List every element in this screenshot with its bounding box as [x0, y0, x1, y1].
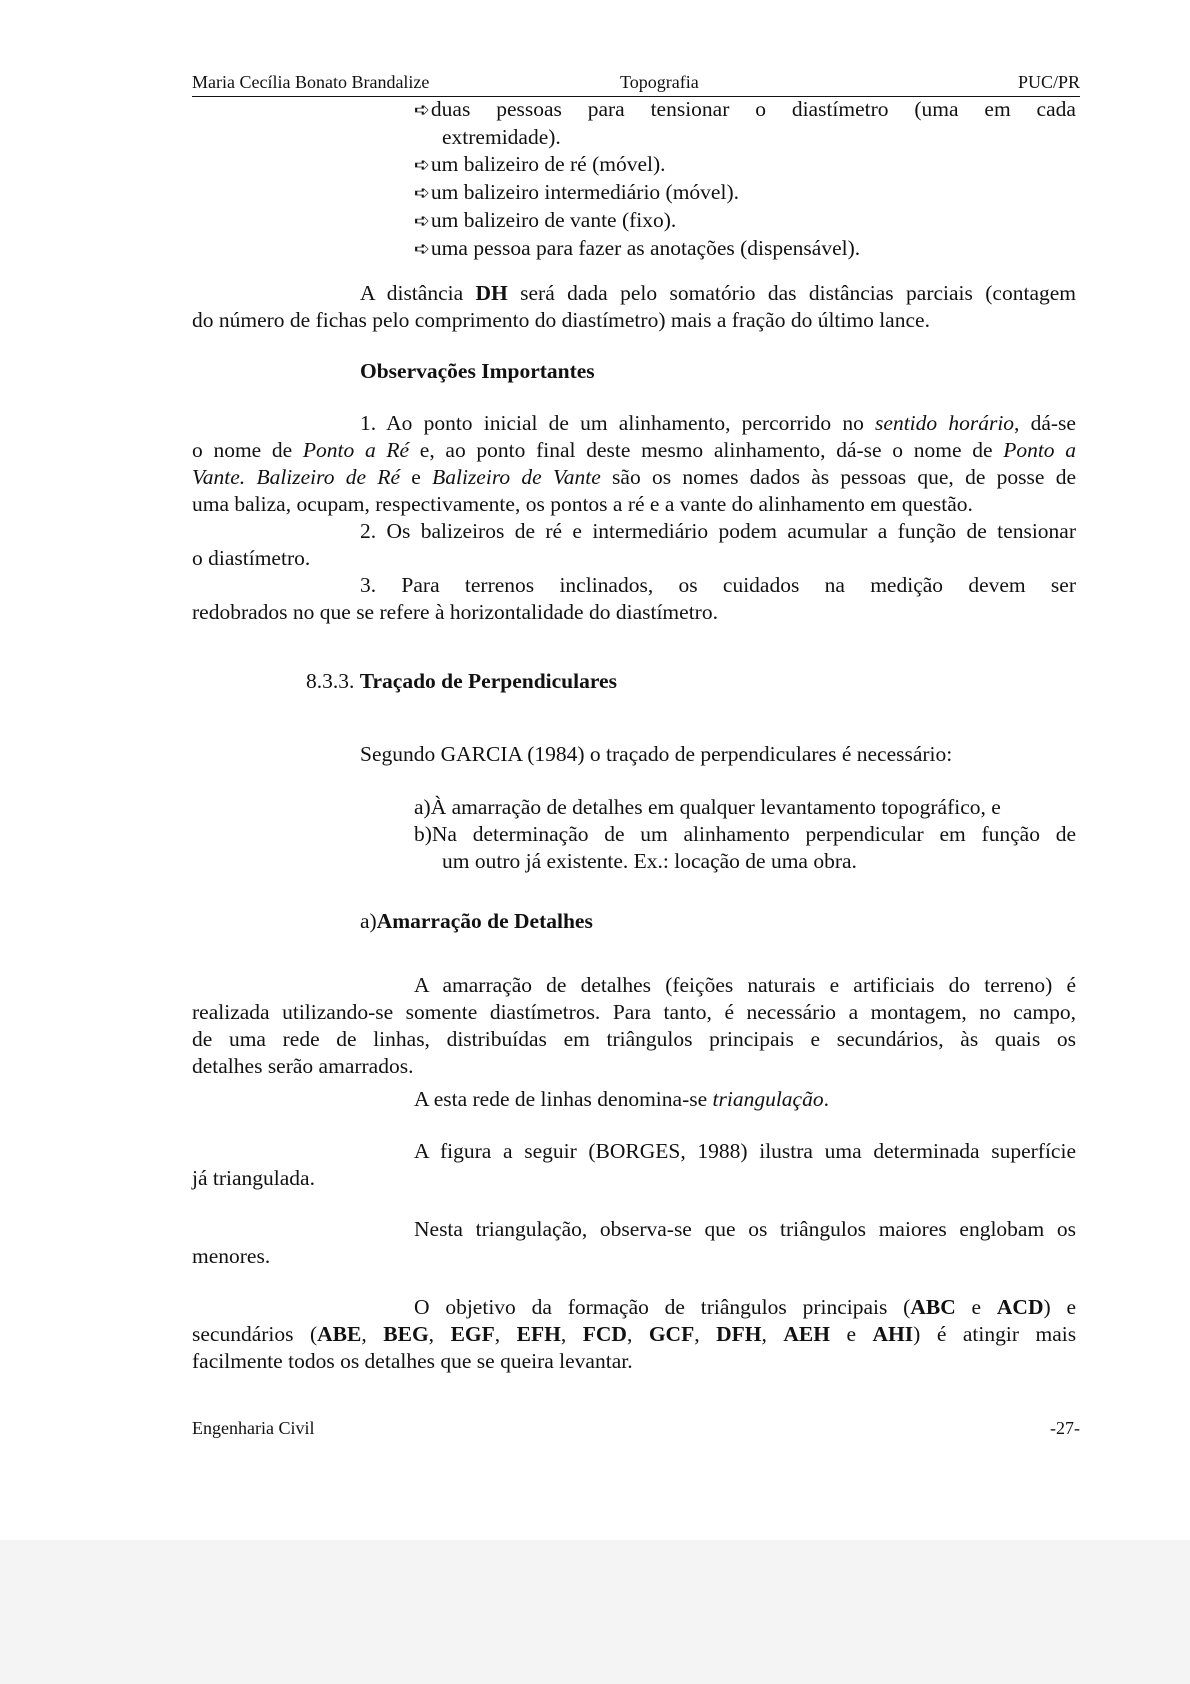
section-heading: 8.3.3. Traçado de Perpendiculares [306, 669, 617, 693]
page-header [192, 70, 1080, 97]
subsection-heading: a)Amarração de Detalhes [360, 909, 593, 933]
header-institution: PUC/PR [1017, 72, 1080, 92]
page-number: -27- [1050, 1418, 1080, 1438]
arrow-icon: ➪ [414, 239, 430, 260]
section-items [192, 794, 1076, 875]
header-subject: Topografia [620, 72, 699, 92]
section-intro: Segundo GARCIA (1984) o traçado de perpendiculares é necessário: [360, 742, 953, 766]
header-author: Maria Cecília Bonato Brandalize [192, 72, 430, 92]
paragraph-objetivo: O objetivo da formação de triângulos principais (ABC e ACD) e secundários (ABE, BEG, EGF, EFH, FCD, GCF, DFH, AEH e AHI) é atingir mais facilmente todos os detalhes que se queira levantar. [192, 1295, 1077, 1373]
paragraph-dh: A distância DH será dada pelo somatório das distâncias parciais (contagem do número de fichas pelo comprimento do diastímetro) mais a fração do último lance. [192, 281, 1076, 332]
list-item-continuation: um outro já existente. Ex.: locação de uma obra. [442, 849, 857, 873]
footer-course: Engenharia Civil [192, 1418, 315, 1438]
team-list [414, 96, 1076, 263]
arrow-icon: ➪ [414, 155, 430, 176]
paragraph-triangulacao: A esta rede de linhas denomina-se triangulação. [414, 1087, 829, 1111]
list-item: a)À amarração de detalhes em qualquer levantamento topográfico, e [414, 795, 1001, 819]
arrow-icon: ➪ [414, 183, 430, 204]
list-item: ➪uma pessoa para fazer as anotações (dispensável). [414, 236, 861, 260]
observations-title: Observações Importantes [360, 359, 595, 383]
paragraph-amarracao: A amarração de detalhes (feições naturais e artificiais do terreno) é realizada utilizando-se somente diastímetros. Para tanto, é necessário a montagem, no campo, de uma rede de linhas, distribuídas em triângulos principais e secundários, às quais os detalhes serão amarrados. [192, 973, 1076, 1078]
list-item: ➪duas pessoas para tensionar o diastímetro (uma em cada [414, 97, 1076, 121]
list-item: ➪um balizeiro intermediário (móvel). [414, 180, 739, 204]
list-item: ➪um balizeiro de vante (fixo). [414, 208, 677, 232]
paragraph-figura: A figura a seguir (BORGES, 1988) ilustra uma determinada superfície já triangulada. [192, 1139, 1076, 1190]
list-item: ➪um balizeiro de ré (móvel). [414, 152, 666, 176]
list-item-continuation: extremidade). [442, 125, 561, 149]
arrow-icon: ➪ [414, 211, 430, 232]
list-item: b)Na determinação de um alinhamento perpendicular em função de [414, 822, 1076, 846]
paragraph-nesta: Nesta triangulação, observa-se que os triângulos maiores englobam os menores. [192, 1217, 1076, 1268]
observation-1: 1. Ao ponto inicial de um alinhamento, percorrido no sentido horário, dá-se o nome de Ponto a Ré e, ao ponto final deste mesmo alinhamento, dá-se o nome de Ponto a Vante. Balizeiro de Ré e Balizeiro de Vante são os nomes dados às pessoas que, de posse de uma baliza, ocupam, respectivamente, os pontos a ré e a vante do alinhamento em questão. 2. Os balizeiros de ré e intermediário podem acumular a função de tensionar o diastímetro. 3. Para terrenos inclinados, os cuidados na medição devem ser redobrados no que se refere à horizontalidade do diastímetro. [192, 411, 1077, 624]
arrow-icon: ➪ [414, 100, 430, 121]
